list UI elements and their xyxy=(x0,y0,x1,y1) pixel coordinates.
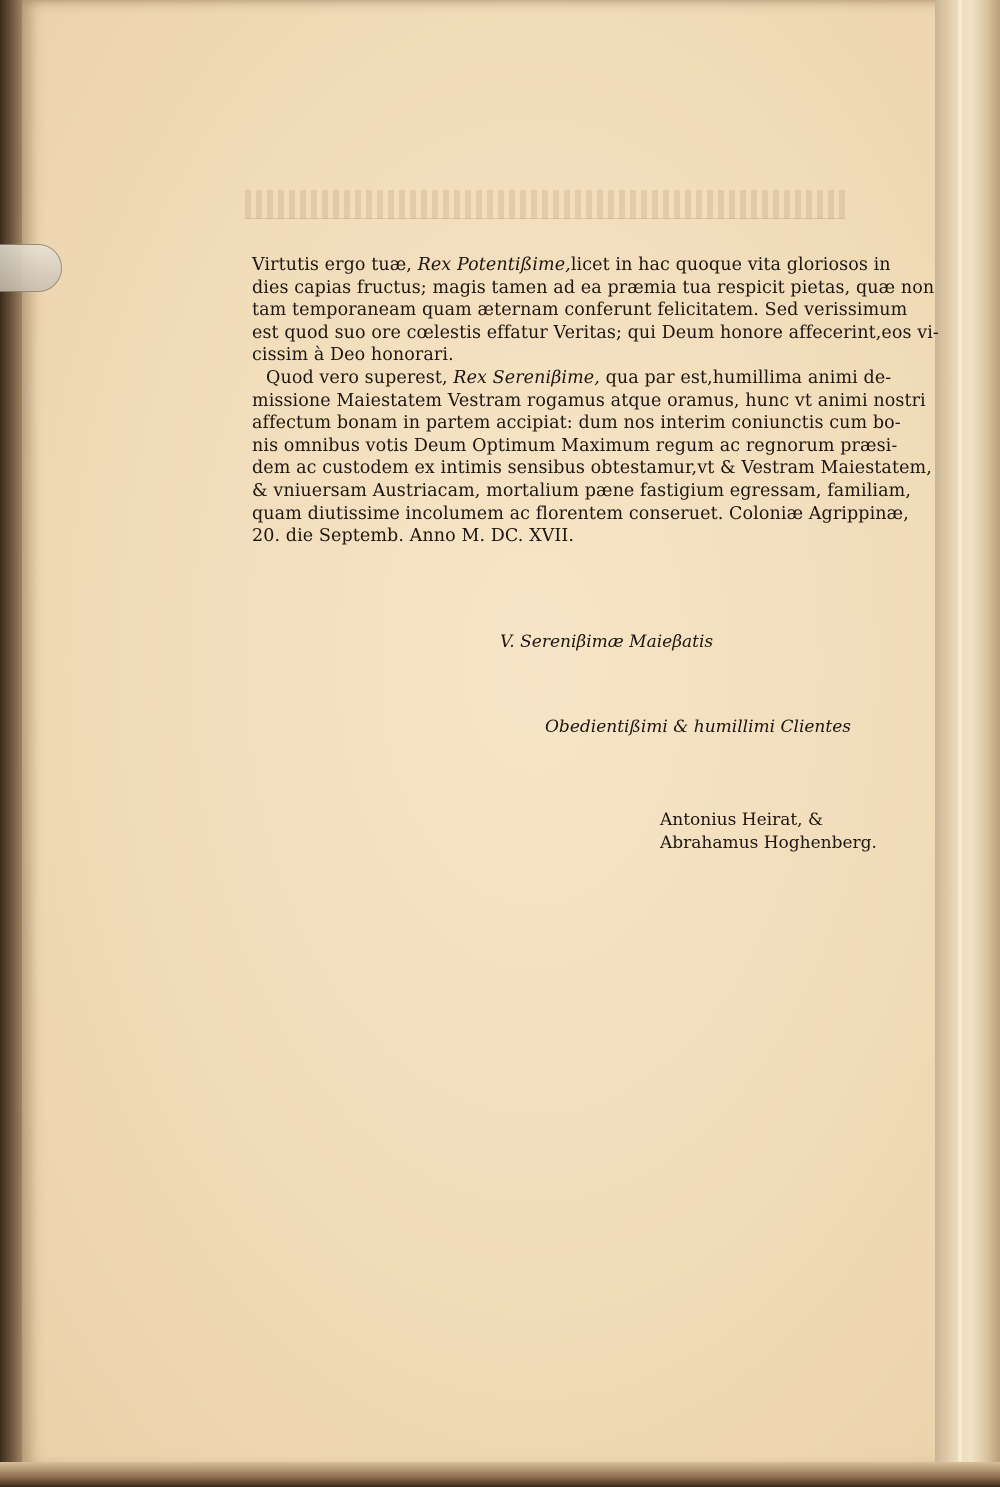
text-run: & vniuersam Austriacam, mortalium pæne fastigium egressam, familiam, xyxy=(252,480,911,501)
text-run: Quod vero superest, xyxy=(266,367,454,388)
paragraph-2 xyxy=(252,367,932,548)
text-line xyxy=(252,412,901,435)
text-line xyxy=(252,390,926,413)
text-run: nis omnibus votis Deum Optimum Maximum regum ac regnorum præsi- xyxy=(252,435,898,456)
closing-salutation: V. Sereniβimæ Maieβatis xyxy=(500,632,714,652)
text-line xyxy=(252,367,892,390)
page-fold-line xyxy=(958,0,962,1487)
text-run: cissim à Deo honorari. xyxy=(252,345,454,366)
text-line xyxy=(252,480,911,503)
text-run: Virtutis ergo tuæ, xyxy=(252,255,418,275)
text-run: quam diutissime incolumem ac florentem conseruet. Coloniæ Agrippinæ, xyxy=(252,503,909,524)
text-run: qua par est,humillima animi de- xyxy=(599,367,892,388)
book-bottom-edge xyxy=(0,1462,1000,1487)
letter-body xyxy=(252,254,939,548)
text-line xyxy=(252,322,939,345)
text-line xyxy=(252,435,898,458)
text-run: licet in hac quoque vita gloriosos in xyxy=(570,255,891,275)
signatory-line-1: Antonius Heirat, & xyxy=(660,810,824,830)
show-through-ornament xyxy=(245,190,845,219)
text-line xyxy=(252,299,908,322)
closing-clients: Obedientißimi & humillimi Clientes xyxy=(545,717,851,737)
text-run: est quod suo ore cœlestis effatur Veritas; qui Deum honore affecerint,eos vi- xyxy=(252,322,939,343)
text-run: 20. die Septemb. Anno M. DC. XVII. xyxy=(252,526,575,547)
paragraph-1 xyxy=(252,254,939,367)
book-right-gutter xyxy=(935,0,1000,1487)
text-line xyxy=(252,277,935,300)
text-run: missione Maiestatem Vestram rogamus atque oramus, hunc vt animi nostri xyxy=(252,390,926,411)
text-run-italic: Rex Sereniβime, xyxy=(453,367,600,388)
text-line xyxy=(252,525,852,548)
signatory-line-2: Abrahamus Hoghenberg. xyxy=(660,833,877,853)
text-run: dies capias fructus; magis tamen ad ea præmia tua respicit pietas, quæ non xyxy=(252,277,935,298)
text-line xyxy=(252,457,932,480)
text-line xyxy=(252,503,909,526)
text-line xyxy=(252,344,852,367)
text-run: tam temporaneam quam æternam conferunt felicitatem. Sed verissimum xyxy=(252,300,908,321)
text-run: affectum bonam in partem accipiat: dum nos interim coniunctis cum bo- xyxy=(252,413,901,434)
text-run-italic: Rex Potentißime, xyxy=(417,255,571,275)
text-line xyxy=(252,254,891,277)
bookmark-tab xyxy=(0,244,62,292)
text-run: dem ac custodem ex intimis sensibus obtestamur,vt & Vestram Maiestatem, xyxy=(252,458,932,479)
